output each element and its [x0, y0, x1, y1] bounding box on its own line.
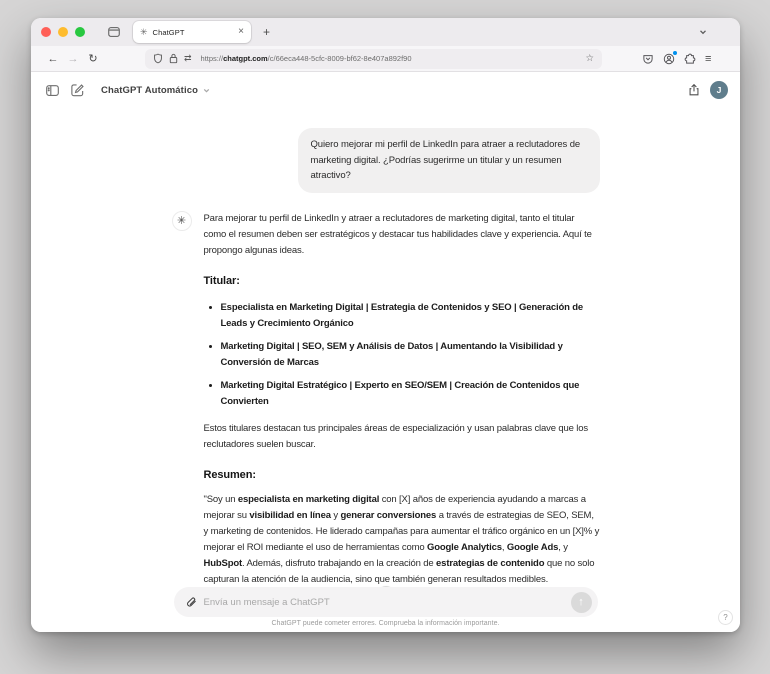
close-tab-button[interactable]: × [238, 26, 244, 37]
list-item: • Especialista en Marketing Digital | Estrategia de Contenidos y SEO | Generación de Leads y Crecimiento Orgánico [221, 300, 600, 332]
exchange-arrows-icon[interactable]: ⇄ [184, 53, 192, 63]
list-all-tabs-chevron-icon[interactable] [698, 27, 708, 37]
tab-title: ChatGPT [152, 27, 185, 37]
sidebar-toggle-icon[interactable] [45, 83, 60, 98]
attach-file-icon[interactable] [185, 596, 198, 609]
pocket-icon[interactable] [642, 53, 654, 65]
close-window-button[interactable] [41, 27, 51, 37]
bookmark-star-icon[interactable]: ☆ [585, 53, 594, 64]
openai-logo-icon: ✳ [172, 211, 192, 231]
conversation-area [31, 104, 740, 588]
chatgpt-header [31, 72, 740, 102]
zoom-window-button[interactable] [75, 27, 85, 37]
message-composer [174, 587, 598, 617]
new-tab-button[interactable]: + [263, 25, 271, 39]
disclaimer-text: ChatGPT puede cometer errores. Comprueba la información importante. [271, 620, 500, 627]
browser-tab-bar [31, 18, 740, 46]
new-chat-icon[interactable] [70, 83, 85, 98]
list-item: • Marketing Digital Estratégico | Experto en SEO/SEM | Creación de Contenidos que Convierten [221, 378, 600, 410]
firefox-view-icon[interactable] [107, 25, 121, 39]
resumen-paragraph: "Soy un especialista en marketing digital con [X] años de experiencia ayudando a marcas a mejorar su visibilidad en línea y generar conversiones a través de estrategias de SEO, SEM, y marketing de contenidos. He liderado campañas para aumentar el tráfico orgánico en un [X]% y mejorar el ROI mediante el uso de herramientas como Google Analytics, Google Ads, y HubSpot. Además, disfruto trabajando en la creación de estrategias de contenido que no solo capturan la atención de la audiencia, sino que también generan resultados medibles. [203, 493, 600, 585]
forward-button[interactable]: → [67, 52, 79, 65]
minimize-window-button[interactable] [58, 27, 68, 37]
menu-icon[interactable]: ≡ [705, 52, 712, 65]
titular-list [204, 300, 600, 410]
reload-button[interactable]: ↻ [88, 53, 98, 65]
resumen-heading: Resumen: [203, 468, 256, 481]
profile-avatar[interactable]: J [710, 81, 728, 99]
assistant-intro: Para mejorar tu perfil de LinkedIn y atraer a reclutadores de marketing digital, tanto el titular como el resumen deben ser estratégicos y destacar tus habilidades clave y experiencia. Aquí te propongo algunas ideas. [203, 212, 592, 256]
user-message-bubble: Quiero mejorar mi perfil de LinkedIn para atraer a reclutadores de marketing digital. ¿Podrías sugerirme un titular y un resumen atractivo? [298, 128, 600, 193]
chatgpt-favicon-icon: ✳ [140, 26, 148, 37]
account-icon[interactable] [663, 53, 675, 65]
model-selector[interactable] [101, 85, 211, 96]
browser-tab-chatgpt[interactable] [133, 21, 251, 43]
extensions-icon[interactable] [684, 53, 696, 65]
list-item: • Marketing Digital | SEO, SEM y Análisis de Datos | Aumentando la Visibilidad y Conversión de Marcas [221, 339, 600, 371]
notification-badge [673, 51, 678, 56]
lock-icon[interactable] [169, 53, 178, 64]
browser-toolbar [31, 46, 740, 72]
conversation-column [172, 128, 600, 588]
header-right [687, 81, 728, 99]
titular-heading: Titular: [203, 274, 240, 287]
chevron-down-icon [202, 86, 211, 95]
assistant-message [172, 211, 600, 589]
url-domain: chatgpt.com [223, 54, 268, 63]
share-icon[interactable] [687, 83, 701, 97]
back-button[interactable]: ← [47, 52, 59, 65]
assistant-message-body [204, 211, 600, 589]
message-input[interactable] [204, 597, 571, 608]
toolbar-right-cluster [642, 53, 711, 65]
url-prefix: https:// [200, 54, 224, 63]
help-button[interactable]: ? [718, 610, 733, 625]
model-title: ChatGPT Automático [101, 84, 198, 96]
url-text [201, 54, 580, 63]
url-path: /c/66eca448-5cfc-8009-bf62-8e407a892f90 [267, 54, 412, 63]
send-button[interactable]: ↑ [571, 592, 592, 613]
titular-note: Estos titulares destacan tus principales áreas de especialización y usan palabras clave que los reclutadores suelen buscar. [203, 422, 588, 450]
address-bar[interactable] [145, 49, 602, 69]
window-controls [31, 27, 85, 37]
browser-window [31, 18, 740, 632]
tracking-protection-shield-icon[interactable] [153, 53, 163, 64]
chatgpt-app [31, 72, 740, 632]
